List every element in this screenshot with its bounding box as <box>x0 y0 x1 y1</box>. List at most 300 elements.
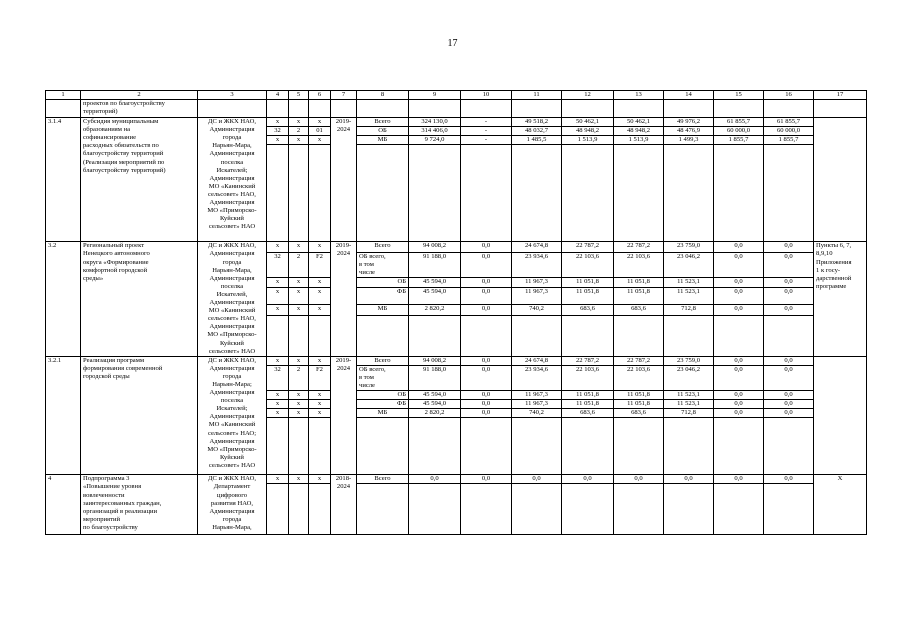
amount-cell: 22 787,2 <box>562 242 614 253</box>
column-header: 16 <box>764 91 814 100</box>
continuation-name: проектов по благоустройству территорий) <box>81 100 198 118</box>
amount-cell: 0,0 <box>714 409 764 418</box>
code-cell-5 <box>289 253 309 305</box>
amount-cell-value: 22 103,6 <box>562 366 613 391</box>
amount-cell-subvalue: 0,0 <box>714 278 763 287</box>
item-name: Субсидия муниципальным образованиям на софинансирование расходных обязательств по благоустройству территорий (Реализация мероприятий по благоустройству территорий) <box>81 118 198 242</box>
item-name: Реализация программ формирования современной городской среды <box>81 356 198 475</box>
filler-cell <box>664 315 714 356</box>
code-cell-5-subvalue: х <box>296 400 301 408</box>
filler-cell <box>614 418 664 475</box>
empty-cell <box>512 100 562 118</box>
empty-cell <box>309 100 331 118</box>
amount-cell-value: 91 188,0 <box>409 366 460 391</box>
amount-cell: 0,0 <box>764 304 814 315</box>
amount-cell <box>764 365 814 408</box>
amount-cell <box>409 365 461 408</box>
amount-cell <box>562 365 614 408</box>
code-cell-4: х <box>267 409 289 418</box>
code-cell-4-subvalue: х <box>275 287 280 295</box>
amount-cell: 0,0 <box>714 242 764 253</box>
amount-cell: 60 000,0 <box>764 127 814 136</box>
amount-cell-subvalue: 11 523,1 <box>664 278 713 287</box>
amount-cell-value: 0,0 <box>461 253 511 278</box>
amount-cell-subvalue: 11 523,1 <box>664 391 713 400</box>
amount-cell <box>461 253 512 305</box>
empty-cell <box>267 100 289 118</box>
amount-cell: 9 724,0 <box>409 136 461 145</box>
amount-cell: 683,6 <box>562 409 614 418</box>
code-cell-6: 01 <box>309 127 331 136</box>
amount-cell: 48 948,2 <box>562 127 614 136</box>
program-table-wrapper <box>45 90 867 535</box>
amount-cell-subvalue: 0,0 <box>784 400 793 408</box>
amount-cell: 0,0 <box>461 409 512 418</box>
filler-cell <box>764 484 814 535</box>
code-cell-5: х <box>289 136 309 145</box>
amount-cell-subvalue: 0,0 <box>461 278 511 287</box>
amount-cell: - <box>461 127 512 136</box>
period: 2019- 2024 <box>331 356 357 475</box>
code-cell-5-value: 2 <box>289 253 308 278</box>
filler-cell <box>614 484 664 535</box>
code-cell-6: х <box>309 356 331 365</box>
code-cell-4-value: 32 <box>267 253 288 278</box>
column-header: 1 <box>46 91 81 100</box>
amount-cell: 48 948,2 <box>614 127 664 136</box>
amount-cell-subvalue: 11 051,8 <box>627 400 650 408</box>
amount-cell: 740,2 <box>512 409 562 418</box>
column-header: 8 <box>357 91 409 100</box>
code-cell-6-subvalue: х <box>317 287 322 295</box>
period: 2018- 2024 <box>331 475 357 535</box>
empty-cell <box>461 100 512 118</box>
amount-cell-subvalue: 11 051,8 <box>562 278 613 287</box>
amount-cell: 0,0 <box>764 409 814 418</box>
code-cell-4-value: 32 <box>267 366 288 391</box>
filler-cell <box>461 315 512 356</box>
filler-cell <box>664 418 714 475</box>
filler-cell <box>764 315 814 356</box>
filler-cell <box>664 484 714 535</box>
code-cell-4: х <box>267 136 289 145</box>
code-cell-5-value: 2 <box>289 366 308 391</box>
item-number: 4 <box>46 475 81 535</box>
code-cell-4: х <box>267 304 289 315</box>
amount-cell-subvalue: 11 967,3 <box>525 287 548 295</box>
amount-cell-subvalue: 45 594,0 <box>409 278 460 287</box>
amount-cell-subvalue: 0,0 <box>481 400 491 408</box>
code-cell-6: х <box>309 409 331 418</box>
funding-source: Всего <box>357 356 409 365</box>
amount-cell <box>664 253 714 305</box>
filler-cell <box>357 315 409 356</box>
amount-cell: 24 674,8 <box>512 242 562 253</box>
code-cell-5-subvalue: х <box>296 287 301 295</box>
column-header: 11 <box>512 91 562 100</box>
amount-cell: 1 855,7 <box>714 136 764 145</box>
row-number-cell <box>46 100 81 118</box>
empty-cell <box>764 100 814 118</box>
filler-cell <box>614 315 664 356</box>
amount-cell: 0,0 <box>714 356 764 365</box>
item-name: Региональный проект Ненецкого автономного округа «Формирование комфортной городской среды» <box>81 242 198 356</box>
amount-cell-subvalue: 11 523,1 <box>677 287 700 295</box>
filler-cell <box>764 418 814 475</box>
amount-cell-value: 0,0 <box>764 253 813 278</box>
filler-cell <box>289 418 309 475</box>
empty-cell <box>714 100 764 118</box>
funding-source-subvalue: ФБ <box>397 400 406 408</box>
column-header: 15 <box>714 91 764 100</box>
amount-cell <box>614 253 664 305</box>
funding-source: Всего <box>357 242 409 253</box>
code-cell-4: х <box>267 356 289 365</box>
code-cell-6: х <box>309 118 331 127</box>
code-cell-5: х <box>289 242 309 253</box>
funding-source: Всего <box>357 118 409 127</box>
amount-cell <box>512 253 562 305</box>
code-cell-6-subvalue: х <box>317 400 322 408</box>
amount-cell: 683,6 <box>614 409 664 418</box>
code-cell-5 <box>289 365 309 408</box>
amount-cell-value: 0,0 <box>461 366 511 391</box>
amount-cell-subvalue: 0,0 <box>734 400 743 408</box>
filler-cell <box>289 315 309 356</box>
column-header: 2 <box>81 91 198 100</box>
amount-cell: 0,0 <box>764 356 814 365</box>
amount-cell: 22 787,2 <box>614 356 664 365</box>
period: 2019- 2024 <box>331 118 357 242</box>
amount-cell-subvalue: 0,0 <box>764 391 813 400</box>
filler-cell <box>562 418 614 475</box>
amount-cell: 48 032,7 <box>512 127 562 136</box>
column-header: 9 <box>409 91 461 100</box>
filler-cell <box>461 484 512 535</box>
empty-cell <box>331 100 357 118</box>
amount-cell-subvalue: 45 594,0 <box>409 391 460 400</box>
filler-cell <box>409 484 461 535</box>
amount-cell: 23 759,0 <box>664 356 714 365</box>
column-header: 6 <box>309 91 331 100</box>
amount-cell: 1 513,9 <box>614 136 664 145</box>
amount-cell-subvalue: 0,0 <box>714 391 763 400</box>
executor: ДС и ЖКХ НАО, Администрация города Нарьян-Мара, Администрация поселка Искателей, Администрация МО «Канинский сельсовет» НАО, Администрация МО «Приморско- Куйский сельсовет» НАО <box>198 242 267 356</box>
amount-cell: 0,0 <box>614 475 664 484</box>
filler-cell <box>357 145 409 242</box>
amount-cell: 0,0 <box>512 475 562 484</box>
amount-cell-value: 22 103,6 <box>614 253 663 278</box>
amount-cell: 50 462,1 <box>614 118 664 127</box>
code-cell-4-subvalue: х <box>267 278 288 287</box>
item-name: Подпрограмма 3 «Повышение уровня вовлеченности заинтересованных граждан, организаций в реализации мероприятий по благоустройству <box>81 475 198 535</box>
code-cell-6-value: F2 <box>309 253 330 278</box>
filler-cell <box>409 315 461 356</box>
amount-cell-subvalue: 11 051,8 <box>576 400 599 408</box>
filler-cell <box>512 418 562 475</box>
code-cell-5-subvalue: х <box>289 278 308 287</box>
empty-cell <box>562 100 614 118</box>
amount-cell: 0,0 <box>461 242 512 253</box>
amount-cell: 324 130,0 <box>409 118 461 127</box>
column-header: 17 <box>814 91 867 100</box>
column-header: 12 <box>562 91 614 100</box>
amount-cell: 1 499,3 <box>664 136 714 145</box>
amount-cell: 712,8 <box>664 409 714 418</box>
item-number: 3.2 <box>46 242 81 356</box>
amount-cell: 1 855,7 <box>764 136 814 145</box>
code-cell-6 <box>309 365 331 408</box>
filler-cell <box>409 145 461 242</box>
amount-cell-subvalue: 45 594,0 <box>422 400 447 408</box>
code-cell-5: х <box>289 475 309 484</box>
filler-cell <box>461 145 512 242</box>
amount-cell-value: 23 934,6 <box>512 366 561 391</box>
code-cell-4: х <box>267 242 289 253</box>
item-number: 3.2.1 <box>46 356 81 475</box>
filler-cell <box>267 418 289 475</box>
filler-cell <box>309 418 331 475</box>
code-cell-6-subvalue: х <box>309 278 330 287</box>
amount-cell-subvalue: 0,0 <box>734 287 743 295</box>
amount-cell: 94 008,2 <box>409 242 461 253</box>
column-header: 4 <box>267 91 289 100</box>
column-header: 3 <box>198 91 267 100</box>
note-cell: Пункты 6, 7, 8,9,10 Приложения 1 к госу- дарственной программе <box>814 242 867 356</box>
filler-cell <box>289 145 309 242</box>
note-cell: Х <box>814 475 867 535</box>
code-cell-4-subvalue: х <box>275 400 280 408</box>
funding-source: МБ <box>357 409 409 418</box>
filler-cell <box>512 315 562 356</box>
filler-cell <box>562 484 614 535</box>
executor: ДС и ЖКХ НАО, Администрация города Нарьян-Мара; Администрация поселка Искателей; Администрация МО «Канинский сельсовет» НАО; Администрация МО «Приморско- Куйский сельсовет» НАО <box>198 356 267 475</box>
amount-cell: 0,0 <box>714 475 764 484</box>
item-number: 3.1.4 <box>46 118 81 242</box>
code-cell-6 <box>309 253 331 305</box>
amount-cell: - <box>461 118 512 127</box>
funding-source <box>357 365 409 408</box>
amount-cell-subvalue: 0,0 <box>764 278 813 287</box>
amount-cell-value: 0,0 <box>764 366 813 391</box>
funding-source: МБ <box>357 304 409 315</box>
header-row <box>46 91 867 100</box>
filler-cell <box>267 145 289 242</box>
amount-cell-subvalue: 11 967,3 <box>525 400 548 408</box>
table-row <box>46 242 867 253</box>
empty-cell <box>357 100 409 118</box>
funding-source-subvalue: ОБ <box>357 391 408 400</box>
amount-cell-subvalue: 0,0 <box>784 287 793 295</box>
amount-cell-value: 0,0 <box>714 366 763 391</box>
amount-cell: 0,0 <box>714 304 764 315</box>
amount-cell-subvalue: 11 967,3 <box>512 391 561 400</box>
amount-cell-subvalue: 11 523,1 <box>677 400 700 408</box>
amount-cell: 49 976,2 <box>664 118 714 127</box>
code-cell-4: х <box>267 475 289 484</box>
code-cell-4: х <box>267 118 289 127</box>
amount-cell: 60 000,0 <box>714 127 764 136</box>
amount-cell-value: 91 188,0 <box>409 253 460 278</box>
amount-cell: 22 787,2 <box>614 242 664 253</box>
amount-cell: 0,0 <box>461 304 512 315</box>
amount-cell: 0,0 <box>764 242 814 253</box>
funding-source: Всего <box>357 475 409 484</box>
amount-cell: 24 674,8 <box>512 356 562 365</box>
amount-cell <box>461 365 512 408</box>
empty-cell <box>814 100 867 118</box>
funding-source-subvalue: ОБ <box>357 278 408 287</box>
filler-cell <box>309 484 331 535</box>
amount-cell: 1 513,9 <box>562 136 614 145</box>
amount-cell: - <box>461 136 512 145</box>
table-row <box>46 118 867 127</box>
filler-cell <box>357 418 409 475</box>
amount-cell: 0,0 <box>562 475 614 484</box>
executor: ДС и ЖКХ НАО, Администрация города Нарьян-Мара, Администрация поселка Искателей; Администрация МО «Канинский сельсовет» НАО, Администрация МО «Приморско- Куйский сельсовет» НАО <box>198 118 267 242</box>
amount-cell-subvalue: 11 051,8 <box>576 287 599 295</box>
filler-cell <box>357 484 409 535</box>
filler-cell <box>562 145 614 242</box>
note-cell <box>814 118 867 242</box>
filler-cell <box>714 418 764 475</box>
amount-cell <box>764 253 814 305</box>
column-header: 14 <box>664 91 714 100</box>
code-cell-4: 32 <box>267 127 289 136</box>
amount-cell-value: 23 934,6 <box>512 253 561 278</box>
empty-cell <box>614 100 664 118</box>
amount-cell <box>714 365 764 408</box>
filler-cell <box>267 315 289 356</box>
amount-cell-subvalue: 0,0 <box>481 287 491 295</box>
column-header: 7 <box>331 91 357 100</box>
code-cell-6-value: F2 <box>309 366 330 391</box>
empty-cell <box>409 100 461 118</box>
amount-cell <box>714 253 764 305</box>
filler-cell <box>714 484 764 535</box>
amount-cell: 61 855,7 <box>714 118 764 127</box>
code-cell-6: х <box>309 475 331 484</box>
amount-cell-subvalue: 11 051,8 <box>562 391 613 400</box>
amount-cell-subvalue: 45 594,0 <box>422 287 447 295</box>
code-cell-6-subvalue: х <box>309 391 330 400</box>
executor: ДС и ЖКХ НАО, Департамент цифрового развития НАО, Администрация города Нарьян-Мара, <box>198 475 267 535</box>
amount-cell-subvalue: 11 051,8 <box>614 391 663 400</box>
column-header: 5 <box>289 91 309 100</box>
amount-cell <box>664 365 714 408</box>
code-cell-4-subvalue: х <box>267 391 288 400</box>
code-cell-5: х <box>289 118 309 127</box>
empty-cell <box>664 100 714 118</box>
amount-cell <box>614 365 664 408</box>
filler-cell <box>512 145 562 242</box>
amount-cell: 0,0 <box>764 475 814 484</box>
page-number: 17 <box>447 38 458 49</box>
filler-cell <box>309 145 331 242</box>
code-cell-5: х <box>289 356 309 365</box>
continuation-row <box>46 100 867 118</box>
amount-cell: 683,6 <box>562 304 614 315</box>
filler-cell <box>512 484 562 535</box>
note-cell <box>814 356 867 475</box>
amount-cell: 1 485,5 <box>512 136 562 145</box>
amount-cell: 0,0 <box>461 356 512 365</box>
amount-cell: 94 008,2 <box>409 356 461 365</box>
code-cell-4 <box>267 365 289 408</box>
code-cell-5-subvalue: х <box>289 391 308 400</box>
filler-cell <box>664 145 714 242</box>
amount-cell <box>512 365 562 408</box>
amount-cell <box>409 253 461 305</box>
amount-cell: 683,6 <box>614 304 664 315</box>
amount-cell: 22 787,2 <box>562 356 614 365</box>
amount-cell: 712,8 <box>664 304 714 315</box>
filler-cell <box>614 145 664 242</box>
column-header: 10 <box>461 91 512 100</box>
amount-cell: 50 462,1 <box>562 118 614 127</box>
amount-cell: 61 855,7 <box>764 118 814 127</box>
amount-cell: 740,2 <box>512 304 562 315</box>
amount-cell: 23 759,0 <box>664 242 714 253</box>
empty-cell <box>289 100 309 118</box>
amount-cell-subvalue: 0,0 <box>461 391 511 400</box>
program-funding-table <box>45 90 867 535</box>
amount-cell-value: 0,0 <box>714 253 763 278</box>
amount-cell-subvalue: 11 967,3 <box>512 278 561 287</box>
funding-source-subvalue: ФБ <box>397 287 406 295</box>
filler-cell <box>309 315 331 356</box>
code-cell-6: х <box>309 304 331 315</box>
period: 2019- 2024 <box>331 242 357 356</box>
amount-cell: 0,0 <box>461 475 512 484</box>
table-row <box>46 475 867 484</box>
funding-source <box>357 253 409 305</box>
table-row <box>46 356 867 365</box>
filler-cell <box>289 484 309 535</box>
code-cell-6: х <box>309 136 331 145</box>
code-cell-6: х <box>309 242 331 253</box>
filler-cell <box>267 484 289 535</box>
code-cell-5: 2 <box>289 127 309 136</box>
amount-cell: 0,0 <box>409 475 461 484</box>
filler-cell <box>409 418 461 475</box>
amount-cell-value: 22 103,6 <box>562 253 613 278</box>
funding-source: МБ <box>357 136 409 145</box>
amount-cell: 49 518,2 <box>512 118 562 127</box>
code-cell-5: х <box>289 409 309 418</box>
amount-cell: 2 820,2 <box>409 409 461 418</box>
amount-cell-value: 22 103,6 <box>614 366 663 391</box>
funding-source: ОБ <box>357 127 409 136</box>
amount-cell-value: 23 046,2 <box>664 366 713 391</box>
amount-cell: 314 406,0 <box>409 127 461 136</box>
amount-cell-value: 23 046,2 <box>664 253 713 278</box>
filler-cell <box>562 315 614 356</box>
filler-cell <box>714 145 764 242</box>
filler-cell <box>461 418 512 475</box>
empty-cell <box>198 100 267 118</box>
code-cell-4 <box>267 253 289 305</box>
amount-cell: 0,0 <box>664 475 714 484</box>
amount-cell-subvalue: 11 051,8 <box>627 287 650 295</box>
amount-cell-subvalue: 11 051,8 <box>614 278 663 287</box>
filler-cell <box>714 315 764 356</box>
column-header: 13 <box>614 91 664 100</box>
filler-cell <box>764 145 814 242</box>
amount-cell <box>562 253 614 305</box>
funding-source-value: ОБ всего, в том числе <box>357 253 408 278</box>
amount-cell: 2 820,2 <box>409 304 461 315</box>
